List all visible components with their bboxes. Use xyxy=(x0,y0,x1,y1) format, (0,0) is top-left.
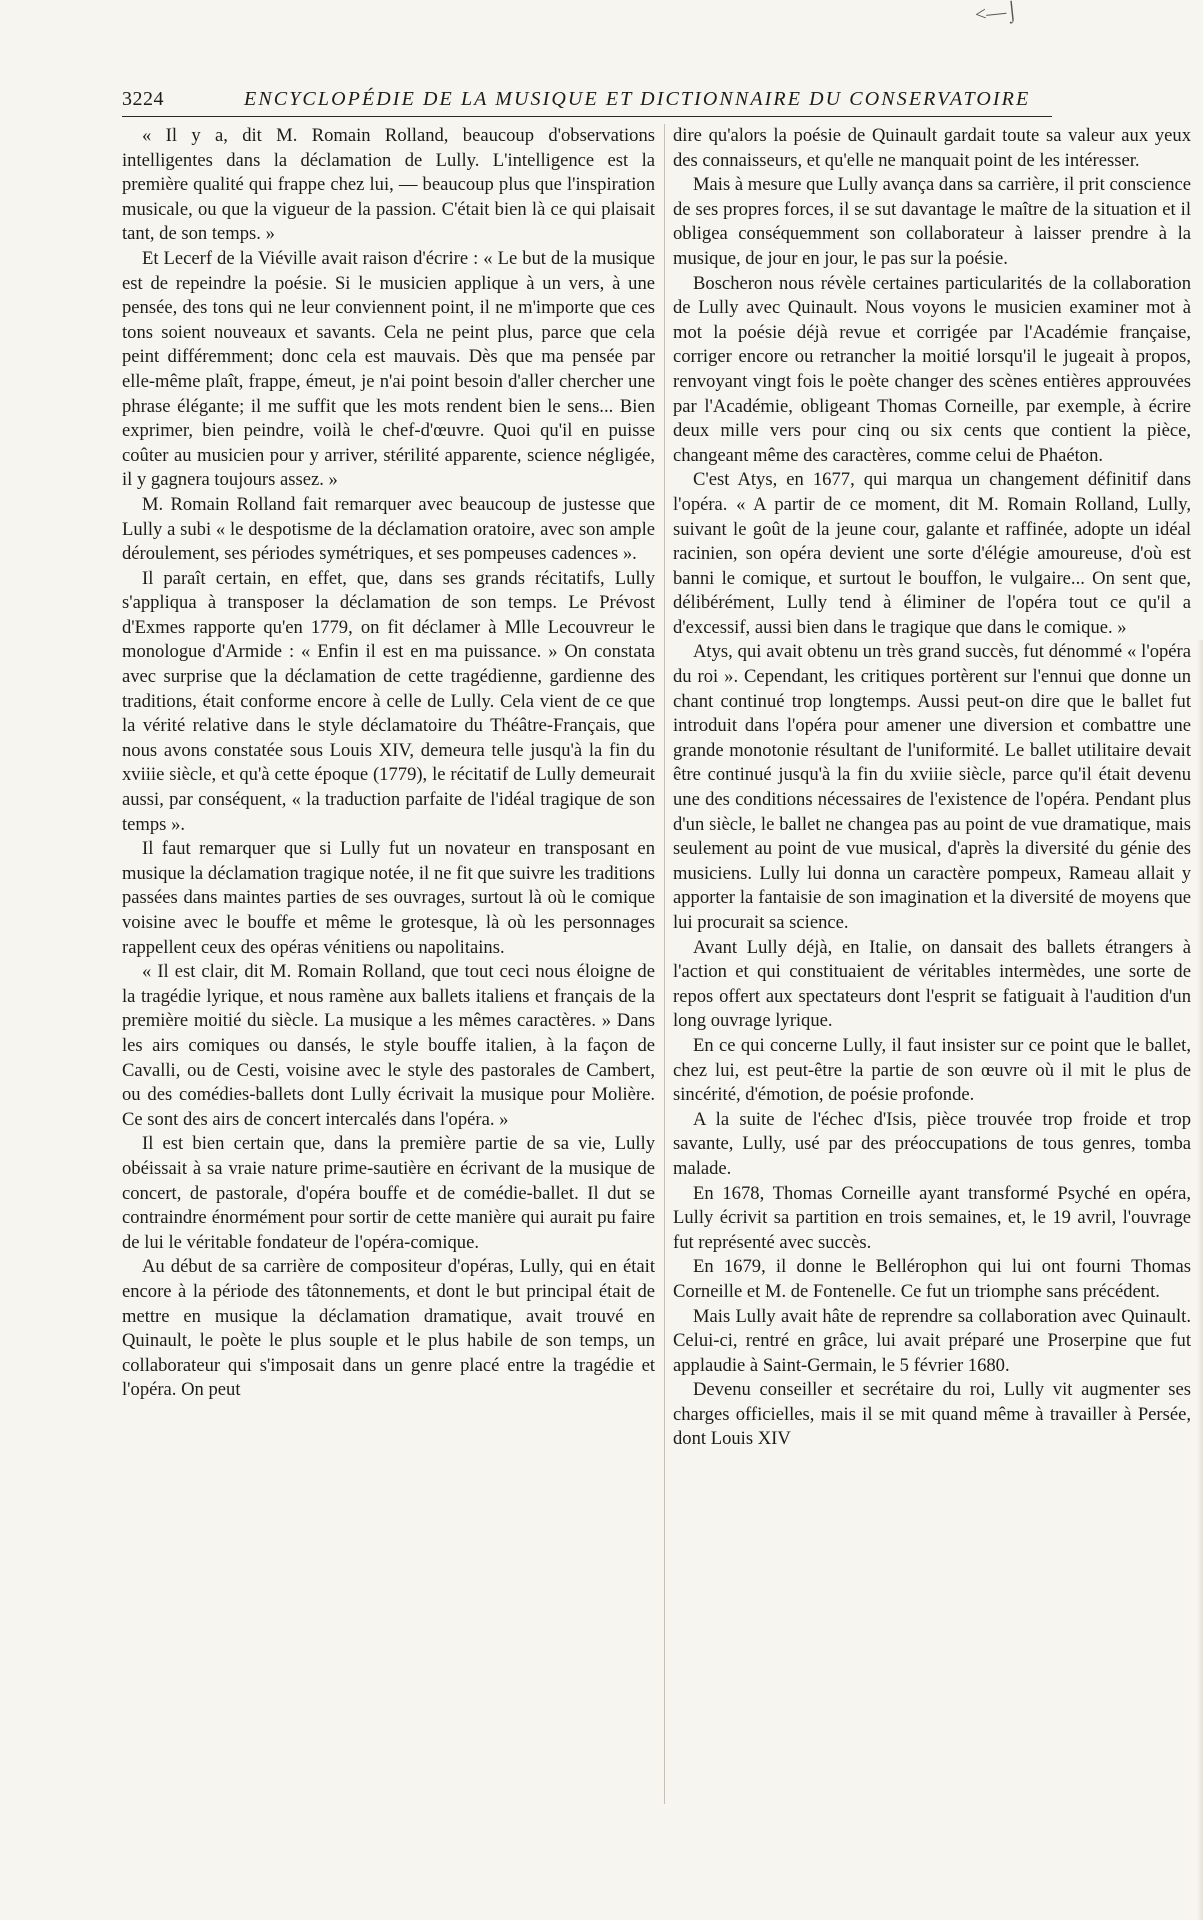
paragraph: Il paraît certain, en effet, que, dans ses grands récitatifs, Lully s'appliqua à transposer la déclamation de son temps. Le Prévost d'Exmes rapporte qu'en 1779, on fit déclamer à Mlle Lecouvreur le monologue d'Armide : « Enfin il est en ma puissance. » On constata avec surprise que la déclamation de cette tragédienne, gardienne des traditions, était conforme encore à celle de Lully. Cela vient de ce que la vérité relative dans le style déclamatoire du Théâtre-Français, que nous avons constatée sous Louis XIV, demeura telle jusqu'à la fin du xviiie siècle, et qu'à cette époque (1779), le récitatif de Lully demeurait aussi, par conséquent, « la traduction parfaite de l'idéal tragique de son temps ». xyxy=(122,567,655,835)
column-divider xyxy=(664,124,665,1804)
page-binding-shadow xyxy=(1197,640,1203,1920)
paragraph: « Il y a, dit M. Romain Rolland, beaucoup d'observations intelligentes dans la déclamation de Lully. L'intelligence est la première qualité qui frappe chez lui, — beaucoup plus que l'inspiration musicale, ou que la vigueur de la passion. C'était bien là ce qui plaisait tant, de son temps. » xyxy=(122,125,655,245)
paragraph: C'est Atys, en 1677, qui marqua un changement définitif dans l'opéra. « A partir de ce moment, dit M. Romain Rolland, Lully, suivant le goût de la jeune cour, galante et raffinée, adopte un idéal racinien, son opéra devient une sorte d'élégie amoureuse, d'où est banni le comique, et surtout le bouffon, le vulgaire... On sent que, délibérément, Lully tend à éliminer de l'opéra tout ce qu'il a d'excessif, aussi bien dans le tragique que dans le comique. » xyxy=(673,469,1191,638)
paragraph: Boscheron nous révèle certaines particularités de la collaboration de Lully avec Quinault. Nous voyons le musicien examiner mot à mot la poésie déjà revue et corrigée par l'Académie française, corriger encore ou retrancher la moitié lorsqu'il le jugeait à propos, renvoyant vingt fois le poète changer des scènes entières approuvées par l'Académie, obligeant Thomas Corneille, par exemple, à écrire deux mille vers pour cinq ou six cents que contient la pièce, changeant même des caractères, comme celui de Phaéton. xyxy=(673,272,1191,466)
paragraph: Avant Lully déjà, en Italie, on dansait des ballets étrangers à l'action et qui constituaient de véritables intermèdes, une sorte de repos offert aux spectateurs dont l'esprit se fatiguait à l'audition d'un long ouvrage lyrique. xyxy=(673,936,1191,1032)
paragraph: Devenu conseiller et secrétaire du roi, Lully vit augmenter ses charges officielles, mais il se mit quand même à travailler à Persée, dont Louis XIV xyxy=(673,1379,1191,1450)
paragraph: M. Romain Rolland fait remarquer avec beaucoup de justesse que Lully a subi « le despotisme de la déclamation oratoire, avec son ample déroulement, ses périodes symétriques, et ses pompeuses cadences ». xyxy=(122,493,655,565)
paragraph: Atys, qui avait obtenu un très grand succès, fut dénommé « l'opéra du roi ». Cependant, les critiques portèrent sur l'ennui que donne un chant continué trop longtemps. Aussi peut-on dire que le ballet fut introduit dans l'opéra pour amener une diversion et combattre une grande monotonie résultant de l'uniformité. Le ballet utilitaire devait être continué jusqu'à la fin du xviiie siècle, parce qu'il était devenu une des conditions nécessaires de l'existence de l'opéra. Pendant plus d'un siècle, le ballet ne changea pas au point de vue dramatique, mais seulement au point de vue musical, d'après la diversité du génie des musiciens. Lully lui donna un caractère pompeux, Rameau allait y apporter la fantaisie de son imagination et la diversité de moyens que lui procurait sa science. xyxy=(673,641,1191,933)
left-column xyxy=(122,124,655,1403)
paragraph: Et Lecerf de la Viéville avait raison d'écrire : « Le but de la musique est de repeindre la poésie. Si le musicien applique à un vers, à une pensée, des tons qui ne leur conviennent point, il ne m'importe que ces tons soient nouveaux et savants. Cela ne peint plus, parce que cela peint différemment; donc cela est mauvais. Dès que ma pensée par elle-même plaît, frappe, émeut, je n'ai point besoin d'aller chercher une phrase élégante; il me suffit que les mots rendent bien le sens... Bien exprimer, bien peindre, voilà le chef-d'œuvre. Quoi qu'il en puisse coûter au musicien pour y arriver, stérilité apparente, science négligée, il y gagnera toujours assez. » xyxy=(122,247,655,491)
page-header xyxy=(122,86,1052,117)
paragraph: En 1678, Thomas Corneille ayant transformé Psyché en opéra, Lully écrivit sa partition en trois semaines, et, le 19 avril, l'ouvrage fut représenté avec succès. xyxy=(673,1182,1191,1253)
right-column xyxy=(673,124,1191,1452)
paragraph: dire qu'alors la poésie de Quinault gardait toute sa valeur aux yeux des connaisseurs, et qu'elle ne manquait point de les intéresser. xyxy=(673,125,1191,171)
running-title: ENCYCLOPÉDIE DE LA MUSIQUE ET DICTIONNAIRE DU CONSERVATOIRE xyxy=(244,88,1031,110)
paragraph: Mais Lully avait hâte de reprendre sa collaboration avec Quinault. Celui-ci, rentré en grâce, lui avait préparé une Proserpine que fut applaudie à Saint-Germain, le 5 février 1680. xyxy=(673,1305,1191,1376)
paragraph: En 1679, il donne le Bellérophon qui lui ont fourni Thomas Corneille et M. de Fontenelle. Ce fut un triomphe sans précédent. xyxy=(673,1256,1191,1302)
paragraph: Il faut remarquer que si Lully fut un novateur en transposant en musique la déclamation tragique notée, il ne fit que suivre les traditions passées dans maintes parties de ses ouvrages, surtout là où le comique voisine avec le bouffe et même le grotesque, là où les personnages rappellent ceux des opéras vénitiens ou napolitains. xyxy=(122,838,655,958)
paragraph: « Il est clair, dit M. Romain Rolland, que tout ceci nous éloigne de la tragédie lyrique, et nous ramène aux ballets italiens et français de la première moitié du siècle. La musique a les mêmes caractères. » Dans les airs comiques ou dansés, le style bouffe italien, à la façon de Cavalli, ou de Cesti, voisine avec le style des pastorales de Cambert, ou des comédies-ballets dont Lully écrivait la musique pour Molière. Ce sont des airs de concert intercalés dans l'opéra. » xyxy=(122,961,655,1130)
paragraph: A la suite de l'échec d'Isis, pièce trouvée trop froide et trop savante, Lully, usé par des préoccupations de tous genres, tomba malade. xyxy=(673,1108,1191,1179)
paragraph: En ce qui concerne Lully, il faut insister sur ce point que le ballet, chez lui, est peut-être la partie de son œuvre où il mit le plus de sincérité, d'émotion, de poésie profonde. xyxy=(673,1034,1191,1106)
page-number: 3224 xyxy=(122,88,164,110)
paragraph: Au début de sa carrière de compositeur d'opéras, Lully, qui en était encore à la période des tâtonnements, et dont le but principal était de mettre en musique la déclamation dramatique, avait trouvé en Quinault, le poète le plus souple et le plus habile de son temps, un collaborateur qui s'imposait dans un genre placé entre la tragédie et l'opéra. On peut xyxy=(122,1256,655,1401)
margin-pencil-mark: <—⌡ xyxy=(973,0,1020,27)
paragraph: Mais à mesure que Lully avança dans sa carrière, il prit conscience de ses propres forces, il se sut davantage le maître de la situation et il obligea conséquemment son collaborateur à laisser prendre à la musique, de jour en jour, le pas sur la poésie. xyxy=(673,174,1191,269)
paragraph: Il est bien certain que, dans la première partie de sa vie, Lully obéissait à sa vraie nature prime-sautière en écrivant de la musique de concert, de pastorale, d'opéra bouffe et de comédie-ballet. Il dut se contraindre énormément pour sortir de cette manière qui aurait pu faire de lui le véritable fondateur de l'opéra-comique. xyxy=(122,1133,655,1253)
